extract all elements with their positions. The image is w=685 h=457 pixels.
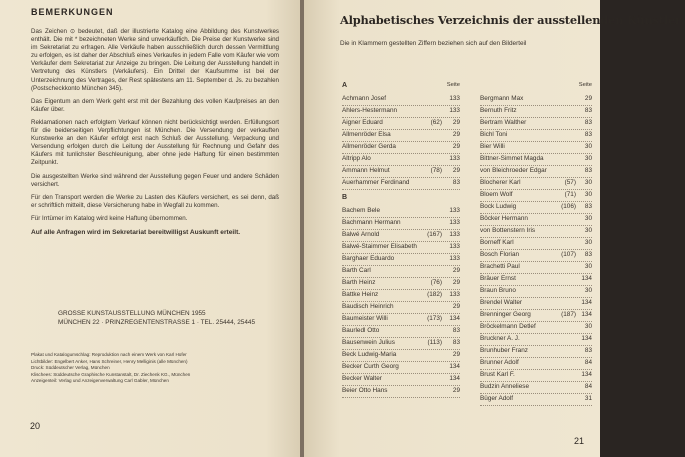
artist-name: Brenninger Georg xyxy=(480,311,531,318)
page-ref: 29 xyxy=(452,119,460,126)
page-ref: 83 xyxy=(452,179,460,186)
artist-name: Bloem Wolf xyxy=(480,191,513,198)
section-header xyxy=(480,82,592,94)
page-ref: 134 xyxy=(449,363,460,370)
artist-name: Brunhuber Franz xyxy=(480,347,528,354)
artist-name: Barth Carl xyxy=(342,267,371,274)
page-ref: 83 xyxy=(584,119,592,126)
index-entry xyxy=(342,178,460,190)
remarks-paragraph: Das Eigentum an dem Werk geht erst mit der Bezahlung des vollen Kaufpreises an den Käufer über. xyxy=(31,97,279,113)
page-ref: 133 xyxy=(449,291,460,298)
page-ref: 30 xyxy=(584,179,592,186)
artist-name: Bichl Toni xyxy=(480,131,508,138)
artist-name: Barth Heinz xyxy=(342,279,376,286)
illustration-ref: (182) xyxy=(427,291,442,298)
index-entry xyxy=(342,350,460,362)
page-ref: 29 xyxy=(452,279,460,286)
index-entry xyxy=(480,94,592,106)
index-entry xyxy=(342,154,460,166)
index-entry xyxy=(342,266,460,278)
index-entry xyxy=(480,226,592,238)
index-subtitle: Die in Klammern gestellten Ziffern beziehen sich auf den Bilderteil xyxy=(340,40,527,47)
index-entry xyxy=(342,230,460,242)
index-entry xyxy=(480,178,592,190)
artist-name: Bruckner A. J. xyxy=(480,335,520,342)
artist-name: Beier Otto Hans xyxy=(342,387,388,394)
index-entry xyxy=(342,386,460,398)
illustration-ref: (107) xyxy=(561,251,576,258)
artist-name: Brunner Adolf xyxy=(480,359,519,366)
exhibition-name: GROSSE KUNSTAUSSTELLUNG MÜNCHEN 1955 xyxy=(58,310,206,317)
index-entry xyxy=(480,394,592,406)
page-ref: 29 xyxy=(452,167,460,174)
illustration-ref: (62) xyxy=(430,119,442,126)
seite-label: Seite xyxy=(446,82,460,88)
index-entry xyxy=(480,166,592,178)
index-entry xyxy=(480,250,592,262)
index-entry xyxy=(480,262,592,274)
index-title: Alphabetisches Verzeichnis der ausstellenden Künstler: xyxy=(340,13,685,27)
artist-name: Battke Heinz xyxy=(342,291,379,298)
index-column-2 xyxy=(480,82,592,406)
artist-name: Balwé-Staimmer Elisabeth xyxy=(342,243,417,250)
illustration-ref: (187) xyxy=(561,311,576,318)
index-entry xyxy=(342,130,460,142)
artist-name: Brachetti Paul xyxy=(480,263,520,270)
index-entry xyxy=(342,142,460,154)
index-entry xyxy=(480,106,592,118)
page-ref: 29 xyxy=(452,351,460,358)
page-ref: 133 xyxy=(449,155,460,162)
credit-line: Plakat und Katalogumschlag: Reproduktion nach einem Werk von Karl Hofer xyxy=(31,352,187,357)
index-entry xyxy=(342,242,460,254)
left-page-number: 20 xyxy=(30,421,41,431)
artist-name: Baudisch Heinrich xyxy=(342,303,394,310)
artist-name: Borneff Karl xyxy=(480,239,514,246)
page-ref: 83 xyxy=(584,251,592,258)
artist-name: Bier Willi xyxy=(480,143,505,150)
credit-line: Druck: Süddeutscher Verlag, München xyxy=(31,365,110,371)
illustration-ref: (78) xyxy=(430,167,442,174)
artist-name: Becker Curth Georg xyxy=(342,363,399,370)
index-entry xyxy=(342,218,460,230)
artist-name: von Bleichroeder Edgar xyxy=(480,167,547,174)
seite-label: Seite xyxy=(578,82,592,88)
index-entry xyxy=(342,338,460,350)
page-ref: 83 xyxy=(584,203,592,210)
left-page xyxy=(0,0,302,457)
index-entry xyxy=(480,346,592,358)
page-ref: 83 xyxy=(584,131,592,138)
illustration-ref: (57) xyxy=(564,179,576,186)
page-ref: 29 xyxy=(452,267,460,274)
artist-name: Bock Ludwig xyxy=(480,203,517,210)
artist-name: Bausenwein Julius xyxy=(342,339,395,346)
page-ref: 133 xyxy=(449,231,460,238)
page-ref: 29 xyxy=(452,387,460,394)
index-entry xyxy=(480,142,592,154)
remarks-paragraph: Für den Transport werden die Werke zu Lasten des Käufers versichert, es sei denn, daß er schriftlich mitteilt, diese Versicherung habe in Wegfall zu kommen. xyxy=(31,193,279,209)
credit-line: Anzeigenteil: Verlag und Anzeigenverwaltung Carl Gabler, München xyxy=(31,378,169,384)
artist-name: Baumeister Willi xyxy=(342,315,388,322)
page-ref: 29 xyxy=(452,131,460,138)
page-ref: 31 xyxy=(584,395,592,402)
remarks-paragraph: Reklamationen nach erfolgtem Verkauf können nicht berücksichtigt werden. Erfüllungsort für die beiderseitigen Verpflichtungen ist München. Die Versendung der verkauften Kunstwerke an den Käufer erfolgt erst nach Schluß der Ausstellung. Verpackung und Versendung erfolgen durch die Leitung der Ausstellung für Rechnung und Gefahr des Käufers mit tunlichster Beschleunigung, aber ohne jede Haftung für einen bestimmten Zeitpunkt. xyxy=(31,118,279,167)
section-letter: A xyxy=(342,82,348,89)
artist-name: Altripp Alo xyxy=(342,155,371,162)
page-ref: 83 xyxy=(452,339,460,346)
illustration-ref: (167) xyxy=(427,231,442,238)
artist-name: Blocherer Karl xyxy=(480,179,521,186)
artist-name: Bröckelmann Detlef xyxy=(480,323,536,330)
artist-name: Aigner Eduard xyxy=(342,119,383,126)
artist-name: Brendel Walter xyxy=(480,299,523,306)
page-ref: 83 xyxy=(584,107,592,114)
page-ref: 30 xyxy=(584,323,592,330)
artist-name: Allmenröder Elsa xyxy=(342,131,391,138)
artist-name: Bittner-Simmet Magda xyxy=(480,155,544,162)
index-entry xyxy=(480,286,592,298)
right-page xyxy=(304,0,685,457)
page-ref: 133 xyxy=(449,255,460,262)
artist-name: Bräuer Ernst xyxy=(480,275,516,282)
page-ref: 133 xyxy=(449,219,460,226)
page-ref: 134 xyxy=(581,335,592,342)
remarks-paragraph: Das Zeichen ⊙ bedeutet, daß der illustrierte Katalog eine Abbildung des Kunstwerkes enthält. Die mit * bezeichneten Werke sind unverkäuflich. Die Preise der Kunstwerke sind im Sekretariat zu erfragen. Alle Verkäufe haben ausschließlich durch dessen Vermittlung zu erfolgen, es ist daher der Abschluß eines Verkaufes in jedem Falle vom Käufer wie vom Verkäufer dem Sekretariat zur Anzeige zu bringen. Die Leitung der Ausstellung handelt in Vertretung des Künstlers (Verkäufers). Ein Drittel der Kaufsumme ist bei der Unterzeichnung des Vertrages, der Rest spätestens am 11. September d. Js. zu bezahlen (Postscheckkonto München 345). xyxy=(31,28,279,92)
index-entry xyxy=(480,130,592,142)
page-ref: 133 xyxy=(449,107,460,114)
artist-name: Bertram Walther xyxy=(480,119,527,126)
credits xyxy=(31,352,281,385)
page-ref: 134 xyxy=(449,375,460,382)
page-ref: 84 xyxy=(584,359,592,366)
illustration-ref: (76) xyxy=(430,279,442,286)
index-entry xyxy=(480,214,592,226)
illustration-ref: (113) xyxy=(427,339,442,346)
artist-name: Becker Walter xyxy=(342,375,382,382)
page-ref: 30 xyxy=(584,227,592,234)
artist-name: Böcker Hermann xyxy=(480,215,528,222)
page-ref: 83 xyxy=(584,347,592,354)
credit-line: Klischees: Süddeutsche Graphische Kunstanstalt, Dr. Ziechenk KG., München xyxy=(31,371,191,377)
page-ref: 133 xyxy=(449,243,460,250)
page-ref: 84 xyxy=(584,383,592,390)
artist-name: Bernuth Fritz xyxy=(480,107,517,114)
index-entry xyxy=(480,274,592,286)
index-entry xyxy=(342,106,460,118)
index-entry xyxy=(480,118,592,130)
index-entry xyxy=(480,238,592,250)
page-ref: 83 xyxy=(452,327,460,334)
artist-name: Allmenröder Gerda xyxy=(342,143,396,150)
index-entry xyxy=(342,374,460,386)
artist-name: Beck Ludwig-Maria xyxy=(342,351,397,358)
page-ref: 133 xyxy=(449,95,460,102)
remarks-heading: BEMERKUNGEN xyxy=(31,7,114,17)
index-entry xyxy=(342,206,460,218)
artist-name: Budzin Anneliese xyxy=(480,383,530,390)
index-entry xyxy=(480,370,592,382)
artist-name: Bachmann Hermann xyxy=(342,219,401,226)
inquiry-note: Auf alle Anfragen wird im Sekretariat bereitwilligst Auskunft erteilt. xyxy=(31,228,241,236)
index-entry xyxy=(342,362,460,374)
page-ref: 134 xyxy=(449,315,460,322)
remarks-paragraph: Die ausgestellten Werke sind während der Ausstellung gegen Feuer und andere Schäden versichert. xyxy=(31,172,279,188)
page-ref: 30 xyxy=(584,143,592,150)
page-ref: 83 xyxy=(584,167,592,174)
artist-name: Brust Karl F. xyxy=(480,371,515,378)
artist-name: Ahlers-Hestermann xyxy=(342,107,398,114)
page-ref: 134 xyxy=(581,299,592,306)
page-ref: 134 xyxy=(581,275,592,282)
index-entry xyxy=(342,94,460,106)
exhibition-address xyxy=(58,309,255,327)
section-letter: B xyxy=(342,194,348,201)
index-entry xyxy=(480,154,592,166)
index-entry xyxy=(342,302,460,314)
illustration-ref: (173) xyxy=(427,315,442,322)
illustration-ref: (106) xyxy=(561,203,576,210)
index-entry xyxy=(480,310,592,322)
index-entry xyxy=(342,166,460,178)
index-entry xyxy=(480,358,592,370)
artist-name: Achmann Josef xyxy=(342,95,387,102)
index-entry xyxy=(480,298,592,310)
page-ref: 134 xyxy=(581,311,592,318)
index-entry xyxy=(480,190,592,202)
credit-line: Lichtbilder: Engelbert Anker, Hans Schreiner, Henry Melliginis (alle München) xyxy=(31,358,188,364)
page-ref: 29 xyxy=(452,143,460,150)
index-entry xyxy=(480,382,592,394)
artist-name: Auerhammer Ferdinand xyxy=(342,179,410,186)
artist-name: Barghaer Eduardo xyxy=(342,255,395,262)
index-entry xyxy=(342,290,460,302)
index-entry xyxy=(342,326,460,338)
illustration-ref: (71) xyxy=(564,191,576,198)
page-ref: 133 xyxy=(449,207,460,214)
artist-name: Baurledl Otto xyxy=(342,327,380,334)
artist-name: Bosch Florian xyxy=(480,251,520,258)
index-entry xyxy=(480,334,592,346)
page-ref: 30 xyxy=(584,287,592,294)
section-header xyxy=(342,82,460,94)
index-entry xyxy=(342,314,460,326)
page-ref: 30 xyxy=(584,263,592,270)
artist-name: Bergmann Max xyxy=(480,95,524,102)
exhibition-street: MÜNCHEN 22 · PRINZREGENTENSTRASSE 1 · TEL. 25444, 25445 xyxy=(58,319,255,326)
remarks-paragraph: Für Irrtümer im Katalog wird keine Haftung übernommen. xyxy=(31,214,188,222)
index-entry xyxy=(342,118,460,130)
page-ref: 30 xyxy=(584,215,592,222)
artist-name: Ammann Helmut xyxy=(342,167,390,174)
artist-name: von Bottenstern Iris xyxy=(480,227,536,234)
index-entry xyxy=(342,254,460,266)
page-ref: 30 xyxy=(584,155,592,162)
artist-name: Bachem Bele xyxy=(342,207,381,214)
artist-name: Braun Bruno xyxy=(480,287,516,294)
page-ref: 30 xyxy=(584,191,592,198)
index-entry xyxy=(342,278,460,290)
page-ref: 29 xyxy=(584,95,592,102)
index-entry xyxy=(480,202,592,214)
index-column-1 xyxy=(342,82,460,398)
page-ref: 29 xyxy=(452,303,460,310)
artist-name: Büger Adolf xyxy=(480,395,514,402)
index-entry xyxy=(480,322,592,334)
page-ref: 134 xyxy=(581,371,592,378)
remarks-body xyxy=(31,28,279,242)
artist-name: Balwé Arnold xyxy=(342,231,380,238)
right-page-number: 21 xyxy=(573,436,584,446)
page-ref: 30 xyxy=(584,239,592,246)
